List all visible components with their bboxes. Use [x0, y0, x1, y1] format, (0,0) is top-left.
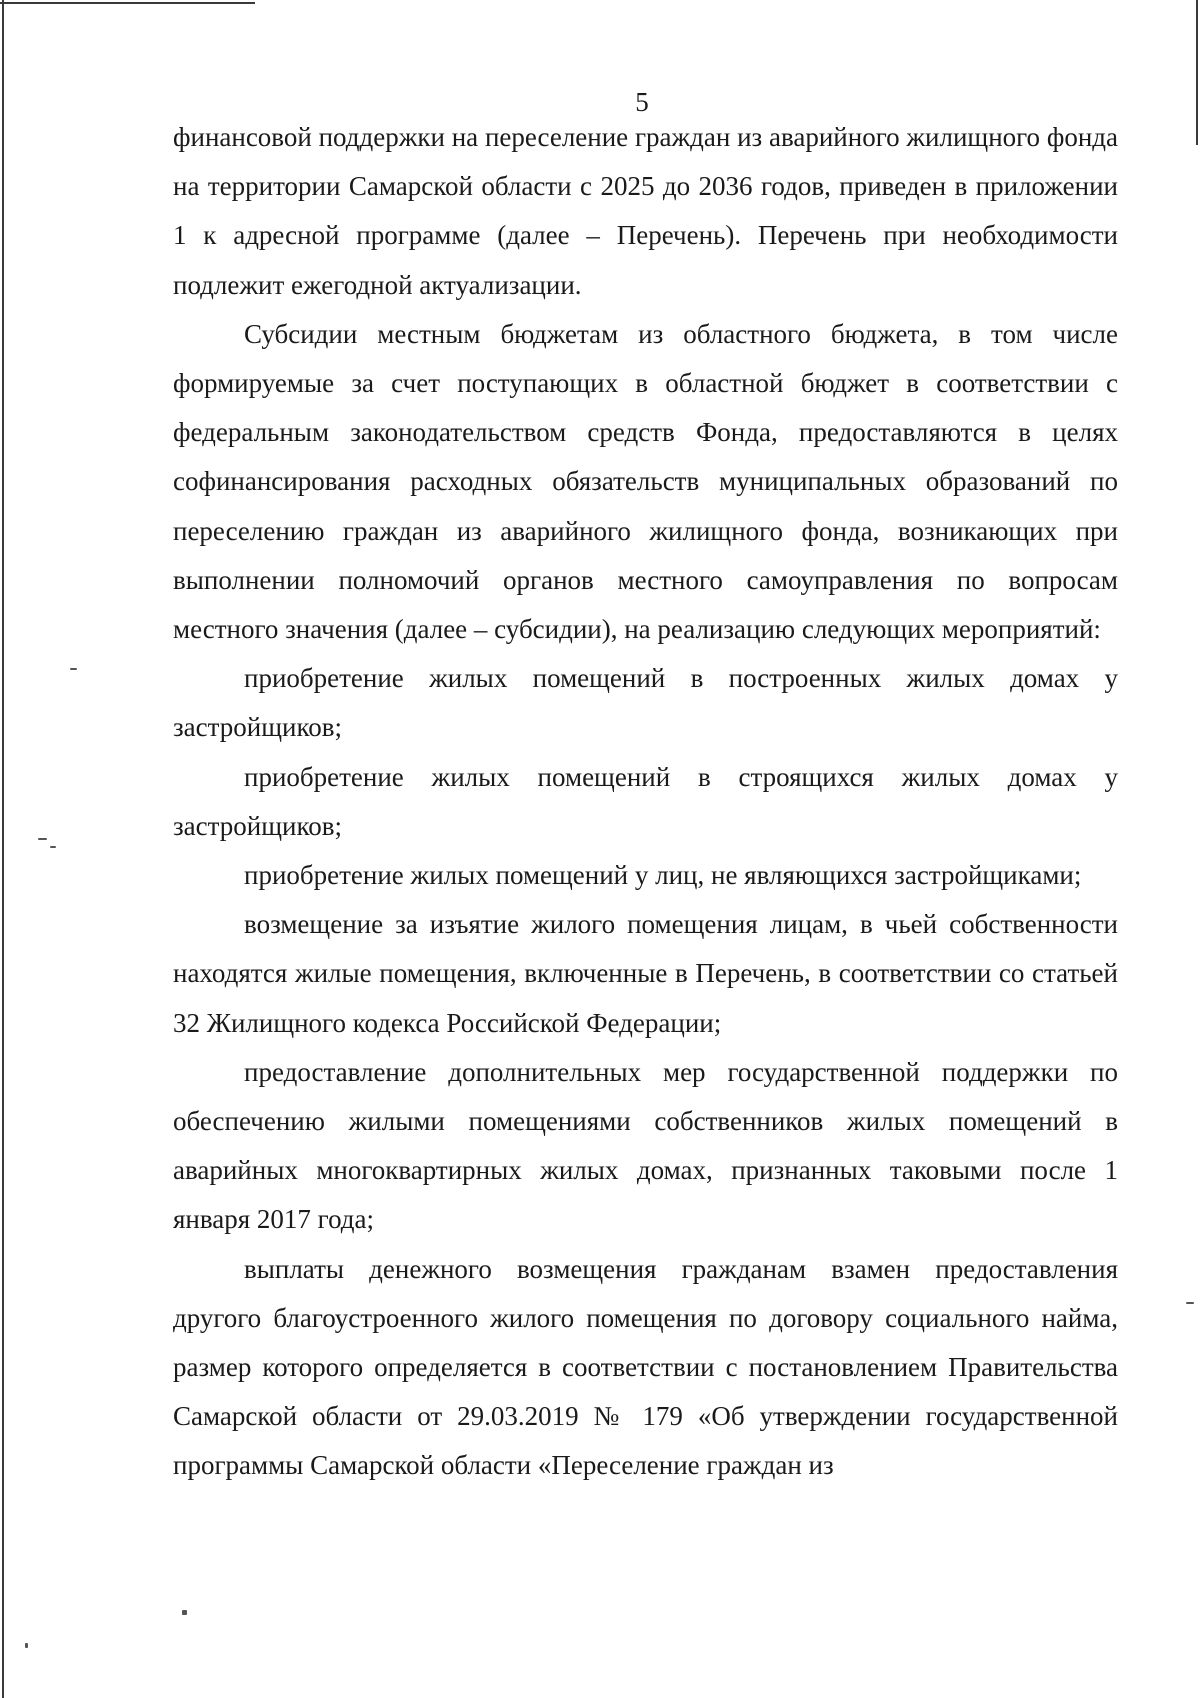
list-item-non-developers: приобретение жилых помещений у лиц, не являющихся застройщиками;	[244, 860, 1082, 891]
page-number: 5	[635, 87, 649, 117]
list-item-additional-support: предоставление дополнительных мер государственной поддержки по обеспечению жилыми помещениями собственников жилых помещений в аварийных многоквартирных жилых домах, признанных таковыми после 1 января 2017 года;	[173, 1056, 1118, 1235]
scan-edge-left	[2, 0, 4, 1698]
list-item-monetary-compensation: выплаты денежного возмещения гражданам взамен предоставления другого благоустроенного жилого помещения по договору социального найма, размер которого определяется в соответствии с постановлением Правительства Самарской области от 29.03.2019 № 179 «Об утверждении государственной программы Самарской области «Переселение граждан из	[173, 1253, 1118, 1481]
scan-edge-right	[1196, 0, 1198, 145]
scan-speck	[70, 668, 77, 670]
scan-speck	[25, 1643, 28, 1648]
paragraph-subsidies: Субсидии местным бюджетам из областного бюджета, в том числе формируемые за счет поступающих в областной бюджет в соответствии с федеральным законодательством средств Фонда, предоставляются в целях софинансирования расходных обязательств муниципальных образований по переселению граждан из аварийного жилищного фонда, возникающих при выполнении полномочий органов местного самоуправления по вопросам местного значения (далее – субсидии), на реализацию следующих мероприятий:	[173, 318, 1118, 645]
list-item-under-construction: приобретение жилых помещений в строящихся жилых домах у застройщиков;	[173, 761, 1118, 841]
scan-speck	[182, 1610, 187, 1615]
scan-edge-top	[0, 2, 255, 4]
scan-speck	[50, 846, 56, 848]
scan-speck	[1186, 1302, 1194, 1304]
scan-speck	[38, 838, 47, 840]
document-body	[173, 113, 1118, 1491]
list-item-built-houses: приобретение жилых помещений в построенных жилых домах у застройщиков;	[173, 663, 1118, 743]
list-item-compensation: возмещение за изъятие жилого помещения лицам, в чьей собственности находятся жилые помещения, включенные в Перечень, в соответствии со статьей 32 Жилищного кодекса Российской Федерации;	[173, 909, 1118, 1038]
paragraph-continuation: финансовой поддержки на переселение граждан из аварийного жилищного фонда на территории Самарской области с 2025 до 2036 годов, приведен в приложении 1 к адресной программе (далее – Перечень). Перечень при необходимости подлежит ежегодной актуализации.	[173, 122, 1118, 300]
